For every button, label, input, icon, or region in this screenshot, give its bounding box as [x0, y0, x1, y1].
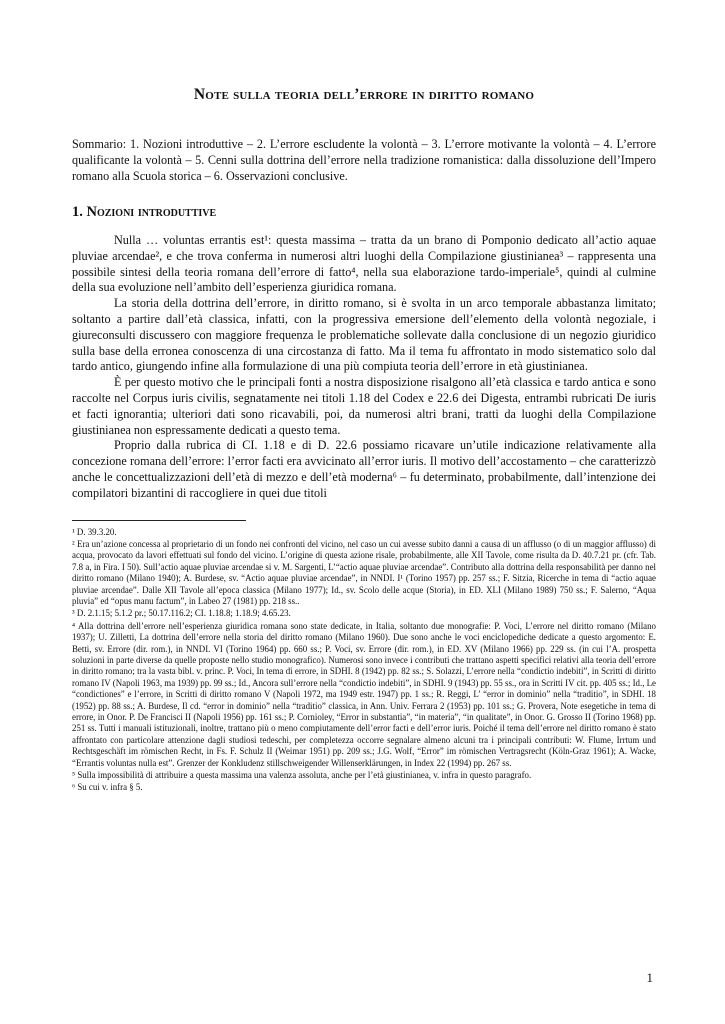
footnote-5: ⁵ Sulla impossibilità di attribuire a questa massima una valenza assoluta, anche per l’età giustinianea, v. infra in questo paragrafo. — [72, 770, 532, 781]
paragraph-4: Proprio dalla rubrica di CI. 1.18 e di D. 22.6 possiamo ricavare un’utile indicazione relativamente alla concezione romana dell’errore: l’error facti era avvicinato all’error iuris. Il motivo dell’accostamento – che caratterizzò anche le concettualizzazioni dell’età di mezzo e dell’età moderna⁶ – fu determinato, probabilmente, dall’intenzione dei compilatori bizantini di raccogliere in quei due titoli — [72, 438, 656, 500]
footnote-3: ³ D. 2.1.15; 5.1.2 pr.; 50.17.116.2; CI. 1.18.8; 1.18.9; 4.65.23. — [72, 608, 291, 619]
paragraph-1: Nulla … voluntas errantis est¹: questa massima – tratta da un brano di Pomponio dedicato all’actio aquae pluviae arcendae², e che trova conferma in numerosi altri luoghi della Compilazione giustinianea³ – rappresenta una possibile sintesi della teoria romana dell’errore di fatto⁴, nella sua elaborazione tardo-imperiale⁵, quindi al culmine della sua evoluzione nell’ambito dell’esperienza giuridica romana. — [72, 233, 656, 295]
paper-title: Note sulla teoria dell’errore in diritto romano — [193, 86, 535, 103]
footnote-1: ¹ D. 39.3.20. — [72, 526, 117, 537]
footnote-separator — [72, 520, 246, 521]
paragraph-2: La storia della dottrina dell’errore, in diritto romano, si è svolta in un arco temporale abbastanza limitato; soltanto a partire dall’età classica, infatti, con la progressiva emersione dell’elemento della volontà negoziale, i giureconsulti discussero con maggiore frequenza le problematiche sollevate dalla conclusione di un negozio giuridico sulla base della erronea conoscenza di una circostanza di fatto. Ma il tema fu affrontato in modo sistematico solo dal tardo antico, giungendo infine alla formulazione di una più compiuta teoria dell’errore in età giustinianea. — [72, 296, 656, 374]
footnote-4: ⁴ Alla dottrina dell’errore nell’esperienza giuridica romana sono state dedicate, in Italia, soltanto due monografie: P. Voci, L’errore nel diritto romano (Milano 1937); U. Zilletti, La dottrina dell’errore nella storia del diritto romano (Milano 1960). Due sono anche le voci enciclopediche dedicate a questo argomento: E. Betti, sv. Errore (dir. rom.), in NNDI. VI (Torino 1964) pp. 660 ss.; P. Voci, sv. Errore (dir. rom.), in ED. XV (Milano 1966) pp. 229 ss. (in cui l’A. prospetta soluzioni in parte diverse da quelle proposte nello studio monografico). Numerosi sono invece i contributi che trattano aspetti specifici relativi alla teoria dell’errore in diritto romano; tra la vasta bibl. v. princ. P. Voci, In tema di errore, in SDHI. 8 (1942) pp. 82 ss.; S. Solazzi, L’errore nella “condictio indebiti”, in Scritti di diritto romano IV (Napoli 1963, ma 1939) pp. 99 ss.; Id., Ancora sull’errore nella “condictio indebiti”, in SDHI. 9 (1943) pp. 55 ss., ora in Scritti IV cit. pp. 405 ss.; Id., Le “condictiones” e l’errore, in Scritti di diritto romano V (Napoli 1972, ma 1949 estr. 1947) pp. 1 ss.; R. Reggi, L’ “error in dominio” nella “traditio”, in SDHI. 18 (1952) pp. 88 ss.; A. Burdese, Il cd. “error in dominio” nella “traditio” classica, in Ann. Univ. Ferrara 2 (1953) pp. 101 ss.; G. Provera, Note esegetiche in tema di errore, in Onor. P. De Francisci II (Napoli 1956) pp. 161 ss.; P. Cornioley, “Error in substantia”, “in materia”, “in qualitate”, in Onor. G. Grosso II (Torino 1968) pp. 251 ss. Tutti i manuali istituzionali, inoltre, trattano più o meno compiutamente dell’error facti e dell’error iuris. Poiché il tema dell’errore nel diritto romano è stato affrontato con particolare attenzione dagli studiosi tedeschi, per completezza occorre segnalare almeno alcuni tra i principali contributi: W. Flume, Irrtum und Rechtsgeschäft im römischen Recht, in Fs. F. Schulz II (Weimar 1951) pp. 209 ss.; J.G. Wolf, “Error” im römischen Vertragsrecht (Köln-Graz 1961); A. Wacke, “Errantis voluntas nulla est”. Grenzer der Konkludenz stillschweigender Willenserklärungen, in Index 22 (1994) pp. 267 ss. — [72, 620, 656, 768]
footnote-2: ² Era un’azione concessa al proprietario di un fondo nei confronti del vicino, nel caso un cui avesse subito danni a causa di un afflusso (o di un maggior afflusso) di acqua, provocato da lavori effettuati sul fondo del vicino. L’origine di questa azione risale, probabilmente, alle XII Tavole, come risulta da D. 40.7.21 pr. (cfr. Tab. 7.8 a, in Fira. I 50). Sull’actio aquae pluviae arcendae si v. M. Sargenti, L’“actio aquae pluviae arcendae”. Contributo alla dottrina della responsabilità per danno nel diritto romano (Milano 1940); A. Burdese, sv. “Actio aquae pluviae arcendae”, in NNDI. I¹ (Torino 1957) pp. 257 ss.; F. Sitzia, Ricerche in tema di “actio aquae pluviae arcendae”. Dalle XII Tavole all’epoca classica (Milano 1977); Id., sv. Scolo delle acque (Storia), in ED. XLI (Milano 1989) 750 ss.; F. Salerno, “Aqua pluvia” ed “opus manu factum”, in Labeo 27 (1981) pp. 218 ss.. — [72, 538, 656, 606]
document-page — [72, 86, 656, 795]
paragraph-3: È per questo motivo che le principali fonti a nostra disposizione risalgono all’età classica e tardo antica e sono raccolte nel Corpus iuris civilis, segnatamente nei titoli 1.18 del Codex e 22.6 dei Digesta, entrambi rubricati De iuris et facti ignorantia; ulteriori dati sono ricavabili, poi, da numerosi altri brani, tratti da luoghi della Compilazione giustinianea non espressamente dedicati a questo tema. — [72, 375, 656, 437]
page-number: 1 — [646, 970, 653, 985]
footnote-6: ⁶ Su cui v. infra § 5. — [72, 782, 143, 793]
summary: Sommario: 1. Nozioni introduttive – 2. L’errore escludente la volontà – 3. L’errore motivante la volontà – 4. L’errore qualificante la volontà – 5. Cenni sulla dottrina dell’errore nella tradizione romanistica: dalla dissoluzione dell’Impero romano alla Scuola storica – 6. Osservazioni conclusive. — [72, 137, 656, 183]
section-heading: 1. Nozioni introduttive — [72, 204, 217, 220]
